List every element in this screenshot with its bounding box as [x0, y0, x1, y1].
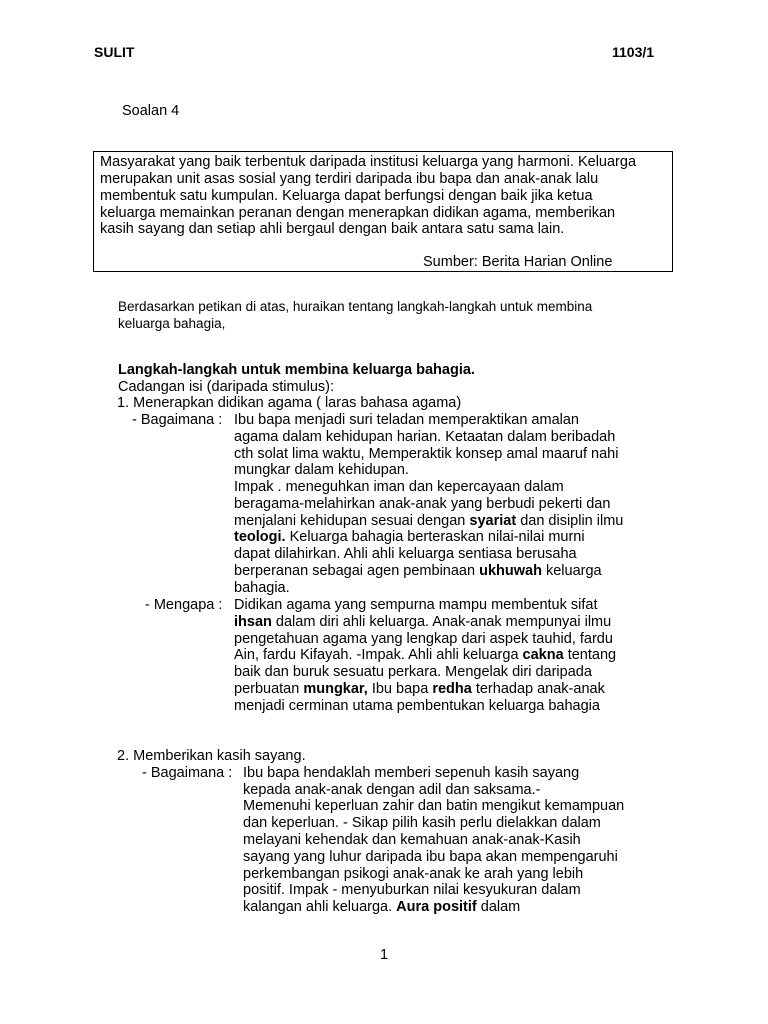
point-1-mengapa-label: - Mengapa :	[145, 597, 223, 613]
point-1-mengapa-line: perbuatan mungkar, Ibu bapa redha terhadap anak-anak	[234, 681, 605, 697]
point-1-mengapa-line: baik dan buruk sesuatu perkara. Mengelak diri daripada	[234, 664, 592, 680]
answer-heading: Langkah-langkah untuk membina keluarga bahagia.	[118, 362, 475, 378]
keyword-aura-positif: Aura positif	[396, 899, 477, 915]
point-1-bagaimana-line: Impak . meneguhkan iman dan kepercayaan dalam	[234, 479, 564, 495]
keyword-cakna: cakna	[522, 647, 564, 663]
point-2-bagaimana-text: Ibu bapa hendaklah memberi sepenuh kasih sayang	[243, 765, 580, 781]
point-1-bagaimana-line: mungkar dalam kehidupan.	[234, 462, 409, 478]
question-label: Soalan 4	[122, 103, 180, 119]
point-2-line: positif. Impak - menyuburkan nilai kesyukuran dalam	[243, 882, 581, 898]
point-1-mengapa-line: menjadi cerminan utama pembentukan keluarga bahagia	[234, 698, 600, 714]
point-1-bagaimana-line: menjalani kehidupan sesuai dengan syariat dan disiplin ilmu	[234, 513, 624, 529]
point-1-title: 1. Menerapkan didikan agama ( laras bahasa agama)	[117, 395, 462, 411]
passage-line: kasih sayang dan setiap ahli bergaul dengan baik antara satu sama lain.	[100, 221, 565, 237]
point-1-bagaimana-line: berperanan sebagai agen pembinaan ukhuwah keluarga	[234, 563, 602, 579]
passage-line: Masyarakat yang baik terbentuk daripada institusi keluarga yang harmoni. Keluarga	[100, 154, 637, 170]
point-1-bagaimana-line: agama dalam kehidupan harian. Ketaatan dalam beribadah	[234, 429, 616, 445]
keyword-redha: redha	[432, 681, 472, 697]
point-1-mengapa-line: pengetahuan agama yang lengkap dari aspek tauhid, fardu	[234, 631, 613, 647]
point-2-line: kalangan ahli keluarga. Aura positif dalam	[243, 899, 521, 915]
point-2-line: kepada anak-anak dengan adil dan saksama.-	[243, 782, 541, 798]
header-right-code: 1103/1	[612, 44, 655, 60]
point-2-line: Memenuhi keperluan zahir dan batin mengikut kemampuan	[243, 798, 625, 814]
keyword-ukhuwah: ukhuwah	[479, 563, 542, 579]
keyword-teologi: teologi.	[234, 529, 286, 545]
point-1-bagaimana-line: bahagia.	[234, 580, 290, 596]
point-1-bagaimana-line: beragama-melahirkan anak-anak yang berbudi pekerti dan	[234, 496, 611, 512]
passage-line: keluarga memainkan peranan dengan menerapkan didikan agama, memberikan	[100, 205, 616, 221]
point-1-bagaimana-text: Ibu bapa menjadi suri teladan memperaktikan amalan	[234, 412, 579, 428]
point-1-mengapa-line: ihsan dalam diri ahli keluarga. Anak-anak mempunyai ilmu	[234, 614, 612, 630]
keyword-syariat: syariat	[469, 513, 517, 529]
point-1-bagaimana-line: cth solat lima waktu, Memperaktik konsep amal maaruf nahi	[234, 446, 619, 462]
point-2-line: perkembangan psikogi anak-anak ke arah yang lebih	[243, 866, 584, 882]
keyword-ihsan: ihsan	[234, 614, 272, 630]
point-1-bagaimana-label: - Bagaimana :	[132, 412, 223, 428]
point-2-title: 2. Memberikan kasih sayang.	[117, 748, 306, 764]
point-1-bagaimana-line: dapat dilahirkan. Ahli ahli keluarga sentiasa berusaha	[234, 546, 577, 562]
point-1-bagaimana-line: teologi. Keluarga bahagia berteraskan nilai-nilai murni	[234, 529, 585, 545]
instruction-line: keluarga bahagia,	[118, 316, 226, 331]
header-left-label: SULIT	[94, 44, 135, 60]
page-number: 1	[380, 947, 389, 963]
point-2-bagaimana-label: - Bagaimana :	[142, 765, 233, 781]
passage-box	[93, 151, 673, 272]
instruction-line: Berdasarkan petikan di atas, huraikan tentang langkah-langkah untuk membina	[118, 299, 593, 314]
point-2-line: sayang yang luhur daripada ibu bapa akan mempengaruhi	[243, 849, 618, 865]
passage-source: Sumber: Berita Harian Online	[423, 254, 613, 270]
point-2-line: dan keperluan. - Sikap pilih kasih perlu dielakkan dalam	[243, 815, 601, 831]
keyword-mungkar: mungkar,	[303, 681, 368, 697]
point-1-mengapa-text: Didikan agama yang sempurna mampu membentuk sifat	[234, 597, 598, 613]
passage-line: merupakan unit asas sosial yang terdiri daripada ibu bapa dan anak-anak lalu	[100, 171, 599, 187]
point-1-mengapa-line: Ain, fardu Kifayah. -Impak. Ahli ahli keluarga cakna tentang	[234, 647, 617, 663]
point-2-line: melayani kehendak dan kemahuan anak-anak-Kasih	[243, 832, 581, 848]
passage-line: membentuk satu kumpulan. Keluarga dapat berfungsi dengan baik jika ketua	[100, 188, 593, 204]
answer-subheading: Cadangan isi (daripada stimulus):	[118, 379, 334, 395]
